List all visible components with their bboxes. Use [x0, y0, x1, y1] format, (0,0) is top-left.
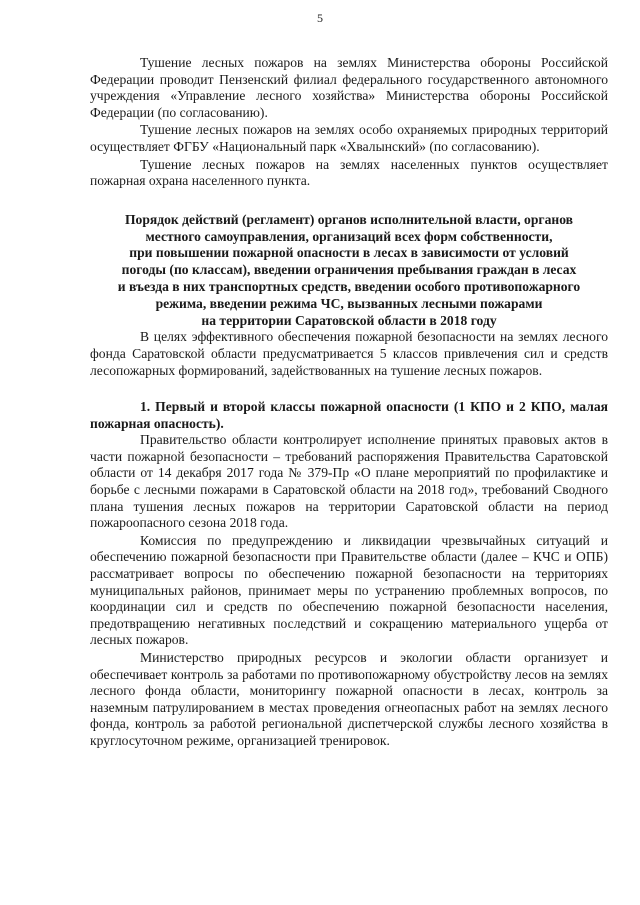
paragraph-commission: Комиссия по предупреждению и ликвидации чрезвычайных ситуаций и обеспечению пожарной безопасности при Правительстве области (далее – КЧС и ОПБ) рассматривает вопросы по обеспечению пожарной безопасности на территориях муниципальных районов, принимает меры по устранению проблемных вопросов, по координации сил и средств по обеспечению пожарной безопасности населения, предотвращению негативных последствий и сокращению материального ущерба от лесных пожаров. — [90, 532, 608, 648]
title-line: и въезда в них транспортных средств, введении особого противопожарного — [117, 278, 581, 294]
paragraph-government-control: Правительство области контролирует исполнение принятых правовых актов в части пожарной безопасности – требований распоряжения Правительства Саратовской области от 14 декабря 2017 года № 379-Пр «О плане мероприятий по профилактике и борьбе с лесными пожарами в Саратовской области на 2018 год», требований Сводного плана тушения лесных пожаров на территории Саратовской области на период пожароопасного сезона 2018 года. — [90, 432, 608, 531]
page-number: 5 — [317, 11, 323, 25]
title-line: местного самоуправления, организаций всех форм собственности, — [145, 228, 553, 244]
paragraph-mod-fires: Тушение лесных пожаров на землях Министерства обороны Российской Федерации проводит Пензенский филиал федерального государственного автономного учреждения «Управление лесного хозяйства» Министерства обороны Российской Федерации (по согласованию). — [90, 55, 608, 120]
page-body — [90, 55, 608, 750]
title-line: при повышении пожарной опасности в лесах в зависимости от условий — [129, 245, 569, 261]
title-line: погоды (по классам), введении ограничения пребывания граждан в лесах — [121, 262, 577, 278]
intro-paragraph: В целях эффективного обеспечения пожарной безопасности на землях лесного фонда Саратовской области предусматривается 5 классов привлечения сил и средств лесопожарных формирований, задействованных на тушение лесных пожаров. — [90, 329, 608, 378]
section-title — [90, 212, 608, 330]
paragraph-settlements: Тушение лесных пожаров на землях населенных пунктов осуществляет пожарная охрана населенного пункта. — [90, 156, 608, 189]
paragraph-protected-areas: Тушение лесных пожаров на землях особо охраняемых природных территорий осуществляет ФГБУ «Национальный парк «Хвалынский» (по согласованию). — [90, 122, 608, 154]
paragraph-ministry: Министерство природных ресурсов и экологии области организует и обеспечивает контроль за работами по противопожарному обустройству лесов на землях лесного фонда области, мониторингу пожарной опасности в лесах, контроль за наземным патрулированием в местах проведения огнеопасных работ на землях лесного фонда, контроль за работой региональной диспетчерской службы лесного хозяйства в круглосуточном режиме, организацией тренировок. — [90, 650, 608, 748]
title-line: Порядок действий (регламент) органов исполнительной власти, органов — [124, 211, 574, 227]
section-1-heading: 1. Первый и второй классы пожарной опасности (1 КПО и 2 КПО, малая пожарная опасность). — [90, 399, 608, 431]
title-line: на территории Саратовской области в 2018 году — [201, 312, 497, 328]
title-line: режима, введении режима ЧС, вызванных лесными пожарами — [155, 295, 543, 311]
section-gap — [90, 379, 608, 399]
